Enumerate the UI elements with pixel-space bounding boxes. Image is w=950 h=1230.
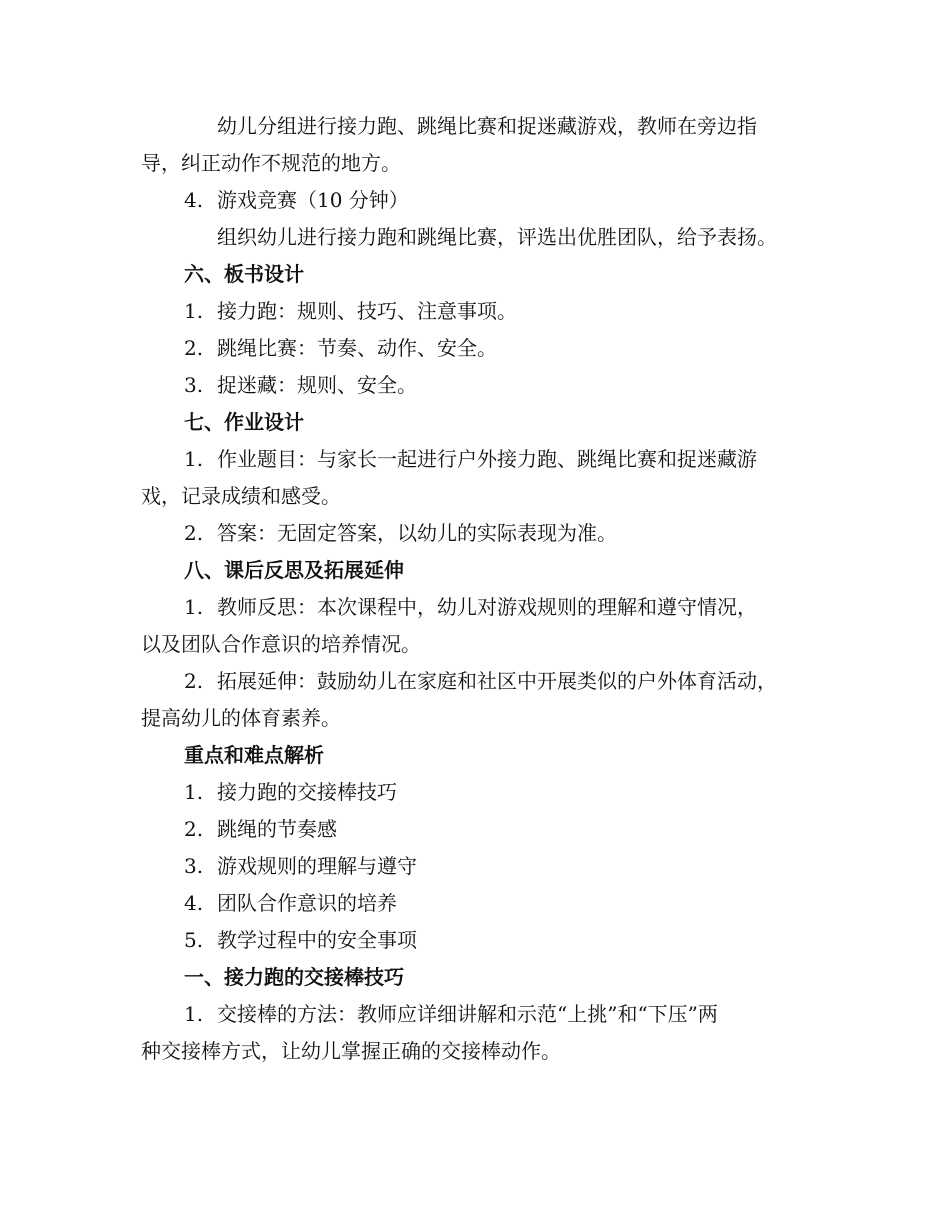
section-heading: 八、课后反思及拓展延伸 [184,558,404,582]
list-item [184,299,950,323]
list-number: 1. [184,299,204,323]
section-heading: 一、接力跑的交接棒技巧 [184,965,404,989]
list-text: 教学过程中的安全事项 [217,928,417,952]
paragraph-line: 戏，记录成绩和感受。 [141,484,341,508]
list-item [184,188,950,212]
list-item [184,447,950,471]
list-number: 3. [184,373,204,397]
list-item [184,928,950,952]
list-text: 捉迷藏：规则、安全。 [217,373,417,397]
list-number: 3. [184,854,204,878]
list-text: 跳绳的节奏感 [217,817,337,841]
paragraph-line: 幼儿分组进行接力跑、跳绳比赛和捉迷藏游戏，教师在旁边指 [217,114,757,138]
paragraph-line: 以及团队合作意识的培养情况。 [141,632,421,656]
list-text: 团队合作意识的培养 [217,891,397,915]
section-heading: 六、板书设计 [184,262,304,286]
list-item [184,595,950,619]
section-heading: 重点和难点解析 [184,743,324,767]
list-text: 接力跑：规则、技巧、注意事项。 [217,299,517,323]
section-heading: 七、作业设计 [184,410,304,434]
paragraph-line: 提高幼儿的体育素养。 [141,706,341,730]
list-number: 5. [184,928,204,952]
list-number: 2. [184,669,204,693]
list-item [184,891,950,915]
paragraph-line: 种交接棒方式，让幼儿掌握正确的交接棒动作。 [141,1039,561,1063]
list-text: 答案：无固定答案，以幼儿的实际表现为准。 [217,521,617,545]
list-text: 拓展延伸：鼓励幼儿在家庭和社区中开展类似的户外体育活动， [217,669,777,693]
list-number: 2. [184,817,204,841]
list-item [184,373,950,397]
list-number: 4. [184,188,204,212]
list-text: 游戏规则的理解与遵守 [217,854,417,878]
list-text: 跳绳比赛：节奏、动作、安全。 [217,336,497,360]
list-number: 2. [184,521,204,545]
list-text: 交接棒的方法：教师应详细讲解和示范“上挑”和“下压”两 [217,1002,718,1026]
list-text: 游戏竞赛（10 分钟） [217,188,409,212]
list-text: 教师反思：本次课程中，幼儿对游戏规则的理解和遵守情况， [217,595,757,619]
list-number: 1. [184,447,204,471]
paragraph-line: 导，纠正动作不规范的地方。 [141,151,401,175]
list-item [184,780,950,804]
list-item [184,336,950,360]
list-number: 2. [184,336,204,360]
list-number: 1. [184,780,204,804]
list-item [184,669,950,693]
list-text: 接力跑的交接棒技巧 [217,780,397,804]
list-item [184,854,950,878]
paragraph-line: 组织幼儿进行接力跑和跳绳比赛，评选出优胜团队，给予表扬。 [217,225,777,249]
list-number: 1. [184,1002,204,1026]
list-text: 作业题目：与家长一起进行户外接力跑、跳绳比赛和捉迷藏游 [217,447,757,471]
list-item [184,817,950,841]
list-number: 1. [184,595,204,619]
list-number: 4. [184,891,204,915]
list-item [184,1002,950,1026]
list-item [184,521,950,545]
